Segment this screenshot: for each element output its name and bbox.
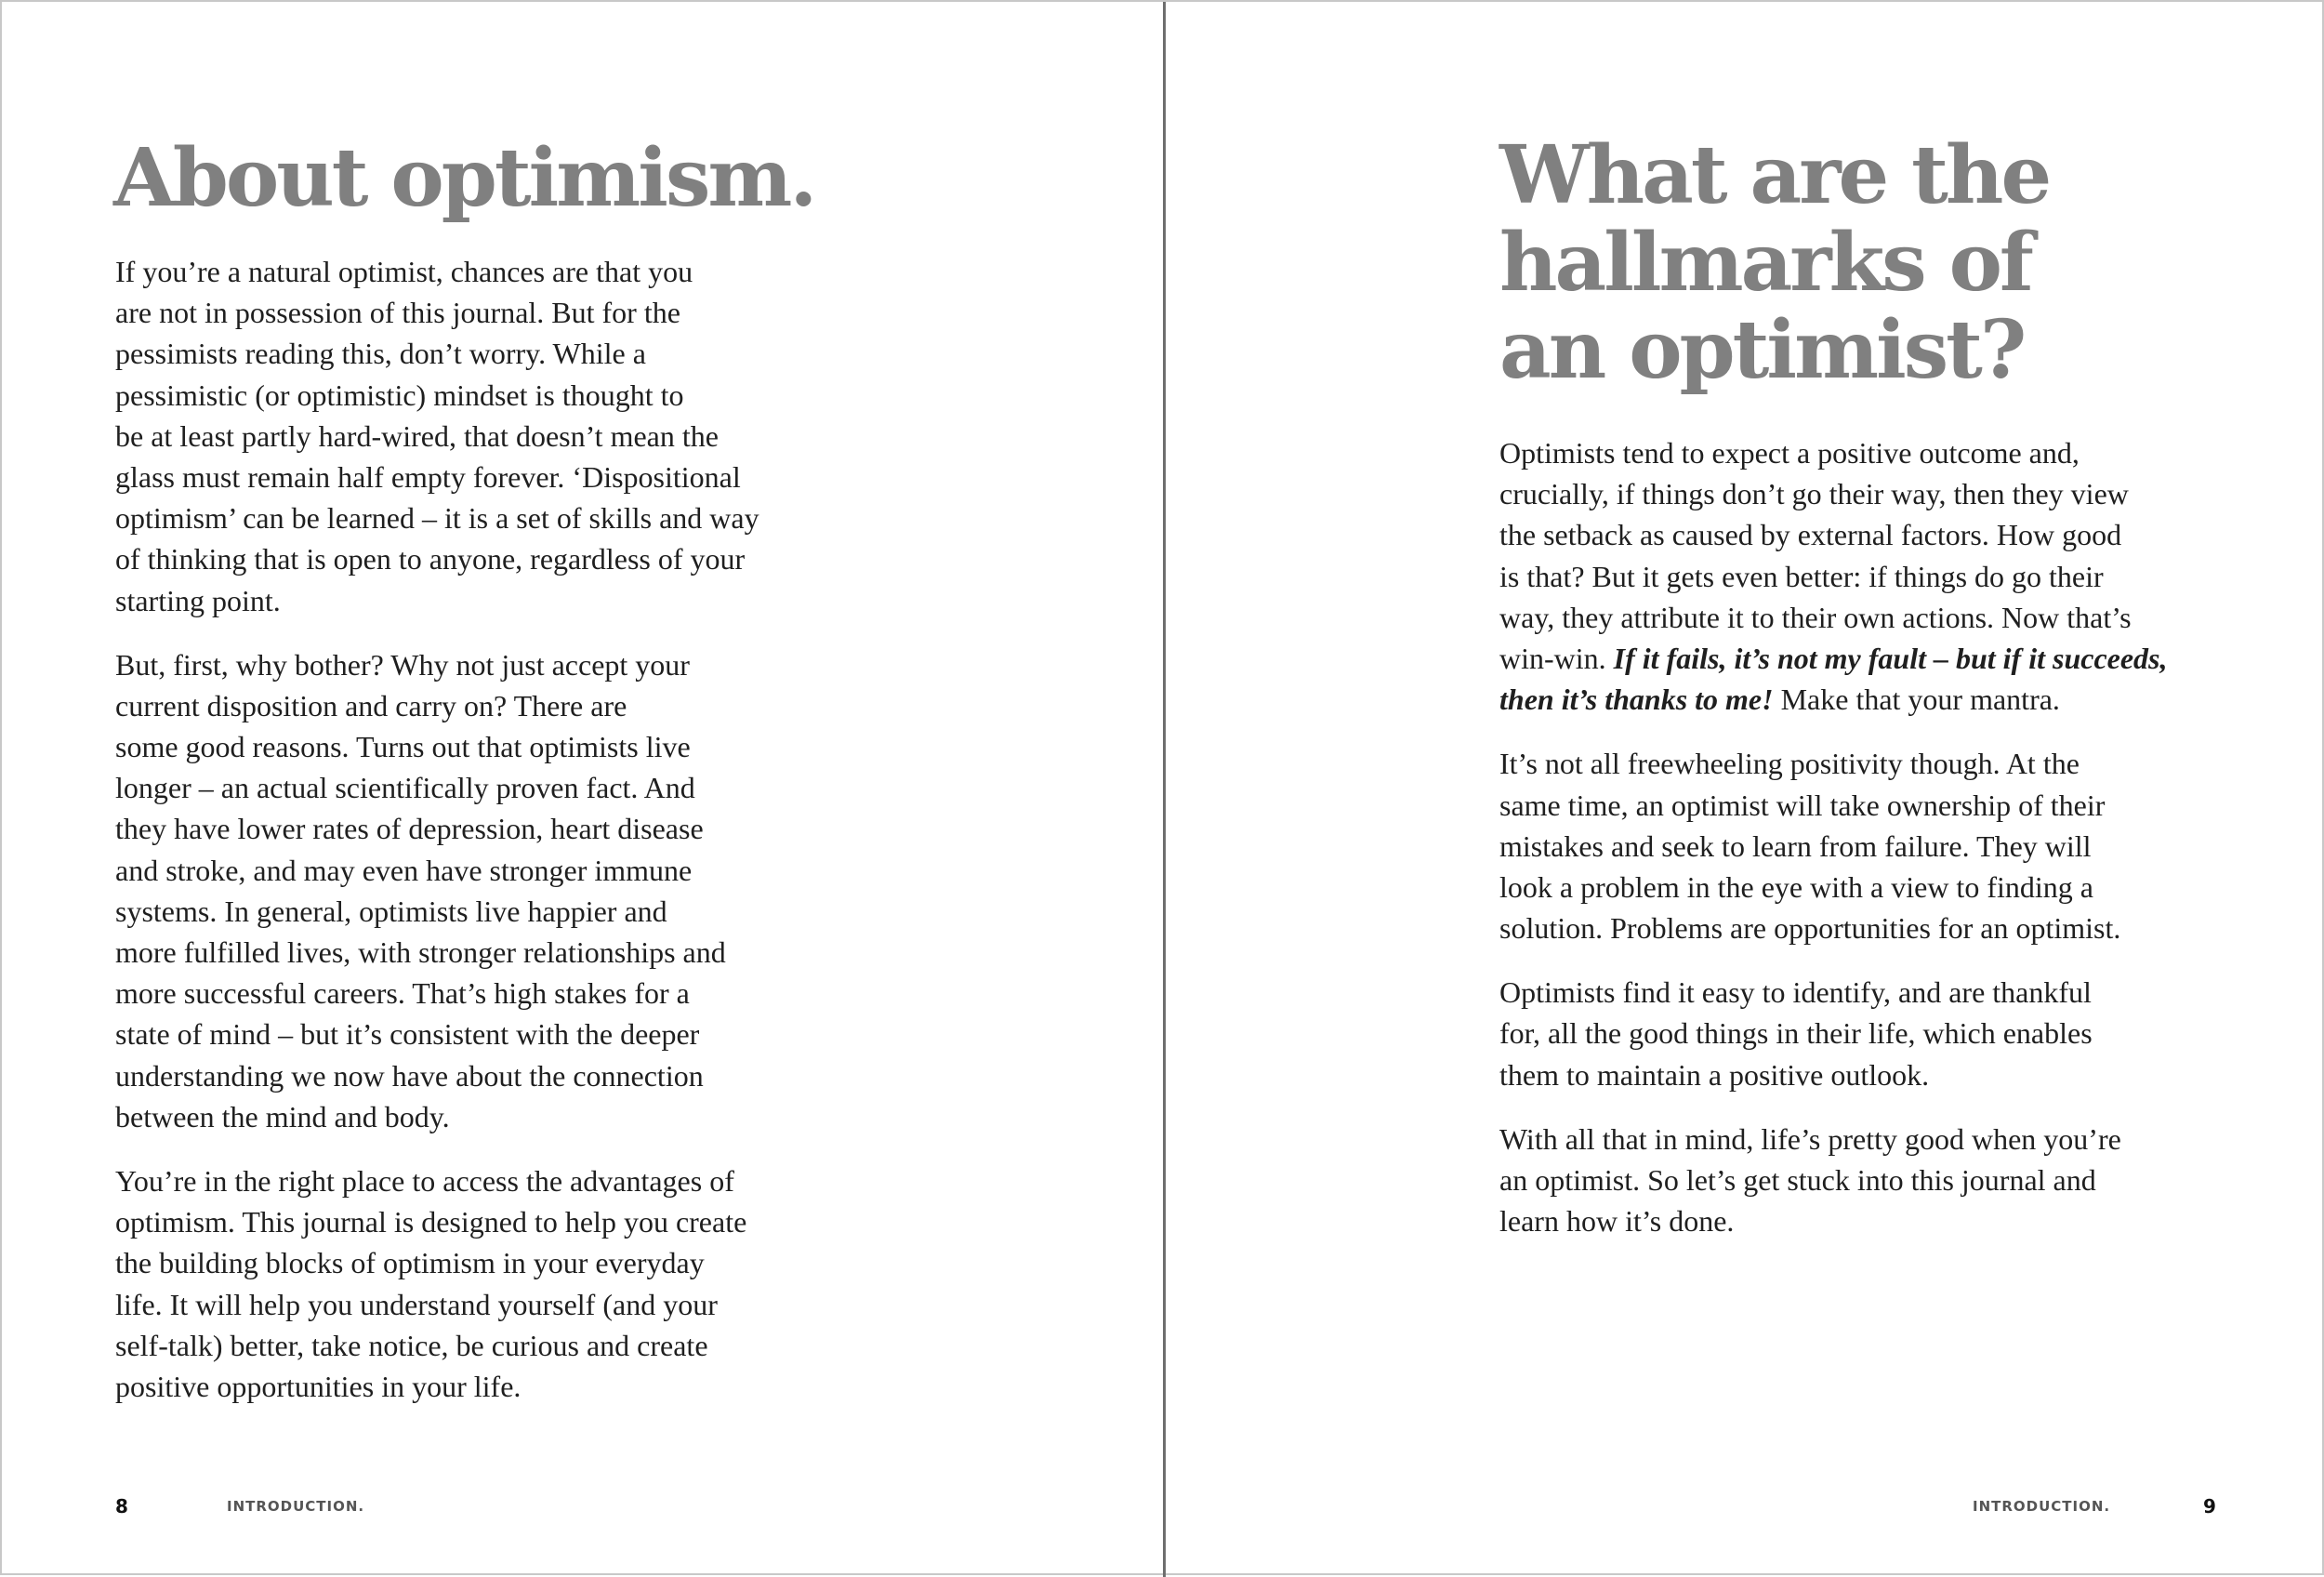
text-line: self-talk) better, take notice, be curious and create: [115, 1328, 708, 1362]
paragraph: [1499, 972, 2243, 1095]
text-line: state of mind – but it’s consistent with the deeper: [115, 1017, 700, 1052]
plain-text: Make that your mantra.: [1773, 682, 2060, 717]
running-head: INTRODUCTION.: [227, 1498, 365, 1515]
text-line: the building blocks of optimism in your everyday: [115, 1246, 705, 1280]
left-page: [2, 2, 1163, 1577]
title-line: What are the: [1499, 128, 2050, 222]
text-line: It’s not all freewheeling positivity though. At the: [1499, 747, 2080, 781]
emphasis-text: If it fails, it’s not my fault – but if it succeeds,: [1613, 641, 2168, 675]
text-line: current disposition and carry on? There are: [115, 688, 627, 722]
page-title: [1499, 128, 2050, 397]
text-line: But, first, why bother? Why not just accept your: [115, 647, 690, 682]
text-line: be at least partly hard-wired, that doesn’t mean the: [115, 418, 719, 453]
text-line: optimism. This journal is designed to help you create: [115, 1205, 747, 1239]
text-line: longer – an actual scientifically proven fact. And: [115, 771, 695, 805]
text-line: [1499, 638, 2243, 679]
text-line: pessimists reading this, don’t worry. While a: [115, 337, 646, 371]
right-page: [1166, 2, 2324, 1577]
page-number: 9: [2203, 1495, 2216, 1517]
text-line: and stroke, and may even have stronger immune: [115, 853, 693, 887]
text-line: systems. In general, optimists live happier and: [115, 894, 667, 928]
title-line: About optimism.: [113, 131, 815, 225]
title-line: an optimist?: [1499, 303, 2025, 397]
text-line: crucially, if things don’t go their way, then they view: [1499, 477, 2129, 511]
text-line: learn how it’s done.: [1499, 1204, 1735, 1239]
text-line: glass must remain half empty forever. ‘Dispositional: [115, 459, 741, 494]
text-line: an optimist. So let’s get stuck into this journal and: [1499, 1163, 2096, 1197]
text-line: positive opportunities in your life.: [115, 1369, 522, 1403]
text-line: more successful careers. That’s high stakes for a: [115, 976, 690, 1011]
text-line: some good reasons. Turns out that optimists live: [115, 730, 691, 764]
text-line: mistakes and seek to learn from failure. They will: [1499, 828, 2092, 863]
text-line: starting point.: [115, 583, 281, 617]
page-title: [113, 132, 814, 225]
text-line: Optimists tend to expect a positive outcome and,: [1499, 436, 2080, 470]
paragraph: [1499, 1119, 2243, 1242]
text-line: they have lower rates of depression, heart disease: [115, 812, 704, 846]
text-line: the setback as caused by external factors. How good: [1499, 518, 2122, 552]
page-number: 8: [115, 1495, 128, 1517]
text-line: between the mind and body.: [115, 1099, 450, 1133]
paragraph: [115, 644, 859, 1137]
text-line: optimism’ can be learned – it is a set of skills and way: [115, 501, 759, 536]
text-line: understanding we now have about the connection: [115, 1058, 704, 1093]
text-line: With all that in mind, life’s pretty good when you’re: [1499, 1121, 2121, 1156]
paragraph: [115, 251, 859, 621]
text-line: look a problem in the eye with a view to finding a: [1499, 869, 2093, 904]
text-line: solution. Problems are opportunities for an optimist.: [1499, 911, 2121, 946]
emphasis-text: then it’s thanks to me!: [1499, 682, 1774, 717]
body-text: [1499, 432, 2243, 1265]
text-line: are not in possession of this journal. But for the: [115, 296, 680, 330]
text-line: You’re in the right place to access the advantages of: [115, 1163, 734, 1198]
text-line: is that? But it gets even better: if things do go their: [1499, 559, 2104, 593]
text-line: pessimistic (or optimistic) mindset is thought to: [115, 378, 684, 412]
text-line: them to maintain a positive outlook.: [1499, 1057, 1930, 1092]
paragraph: [1499, 432, 2243, 720]
text-line: more fulfilled lives, with stronger relationships and: [115, 935, 726, 969]
text-line: of thinking that is open to anyone, regardless of your: [115, 542, 746, 576]
paragraph: [115, 1160, 859, 1407]
text-line: Optimists find it easy to identify, and are thankful: [1499, 975, 2092, 1010]
text-line: same time, an optimist will take ownership of their: [1499, 788, 2106, 822]
text-line: way, they attribute it to their own actions. Now that’s: [1499, 600, 2132, 634]
text-line: life. It will help you understand yourself (and your: [115, 1287, 718, 1321]
text-line: If you’re a natural optimist, chances are that you: [115, 255, 693, 288]
paragraph: [1499, 743, 2243, 948]
text-line: for, all the good things in their life, which enables: [1499, 1016, 2093, 1051]
text-line: [1499, 679, 2243, 720]
body-text: [115, 251, 859, 1430]
plain-text: win-win.: [1499, 641, 1614, 675]
running-head: INTRODUCTION.: [1973, 1498, 2111, 1515]
title-line: hallmarks of: [1499, 216, 2031, 310]
